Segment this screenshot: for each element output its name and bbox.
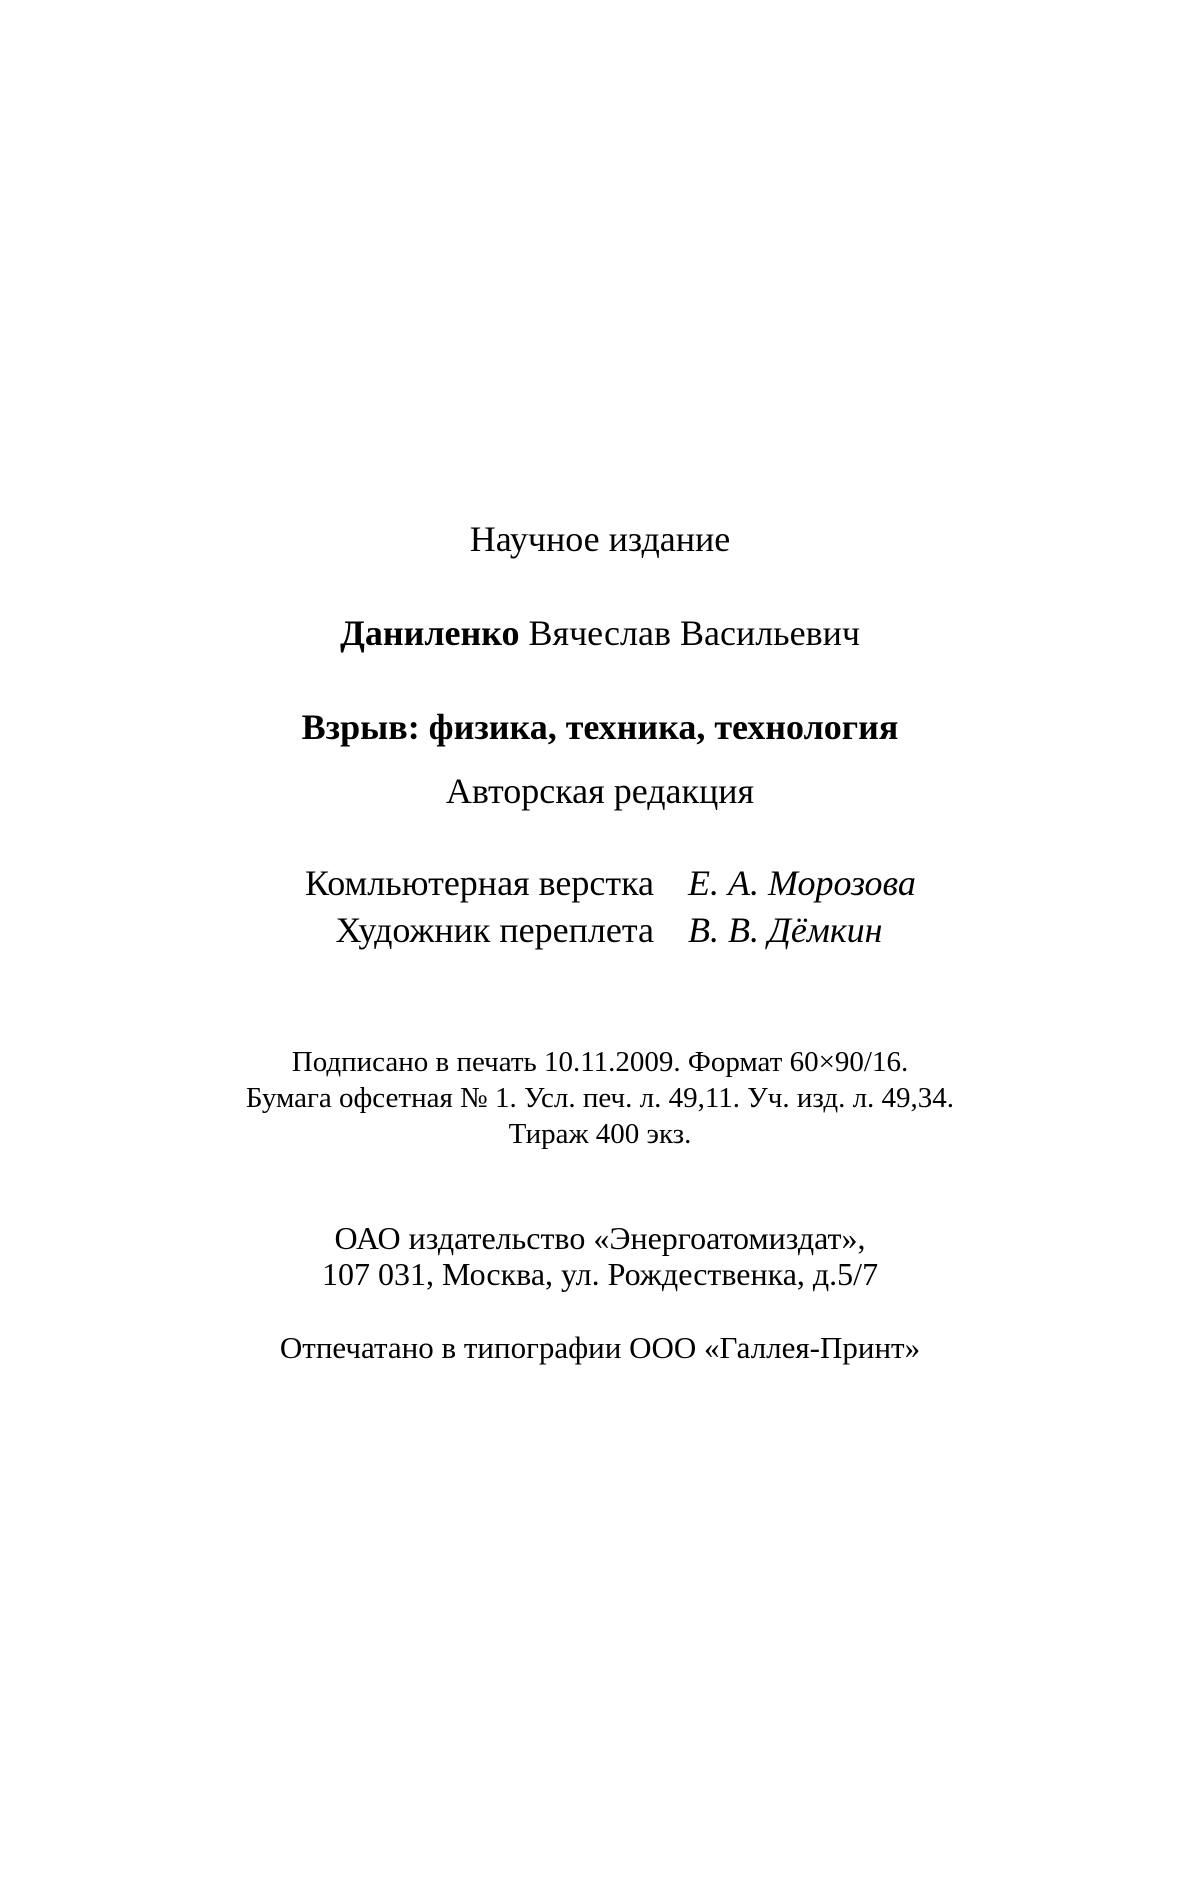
credits-block bbox=[0, 862, 1200, 956]
book-title: Взрыв: физика, техника, технология bbox=[301, 707, 899, 747]
author-surname: Даниленко bbox=[340, 613, 520, 653]
publisher-line-1: ОАО издательство «Энергоатомиздат», bbox=[334, 1220, 866, 1256]
credit-role: Комльютерная верстка bbox=[304, 863, 654, 903]
credit-name: В. В. Дёмкин bbox=[688, 910, 883, 950]
credit-name: Е. А. Морозова bbox=[688, 863, 916, 903]
publication-type: Научное издание bbox=[469, 519, 731, 559]
edition-note: Авторская редакция bbox=[445, 771, 755, 811]
author-given-names: Вячеслав Васильевич bbox=[528, 613, 860, 653]
publisher-line-2: 107 031, Москва, ул. Рождественка, д.5/7 bbox=[321, 1256, 879, 1292]
print-info-line-1: Подписано в печать 10.11.2009. Формат 60×90/16. bbox=[291, 1046, 909, 1078]
credit-role: Художник переплета bbox=[335, 910, 654, 950]
credit-row-cover-artist bbox=[0, 909, 1200, 956]
author-line bbox=[0, 612, 1200, 654]
print-info-line-3: Тираж 400 экз. bbox=[508, 1118, 692, 1150]
printer-line: Отпечатано в типографии ООО «Галлея-Принт» bbox=[279, 1330, 921, 1365]
credit-row-layout bbox=[0, 862, 1200, 909]
print-info-line-2: Бумага офсетная № 1. Усл. печ. л. 49,11. Уч. изд. л. 49,34. bbox=[245, 1082, 955, 1114]
